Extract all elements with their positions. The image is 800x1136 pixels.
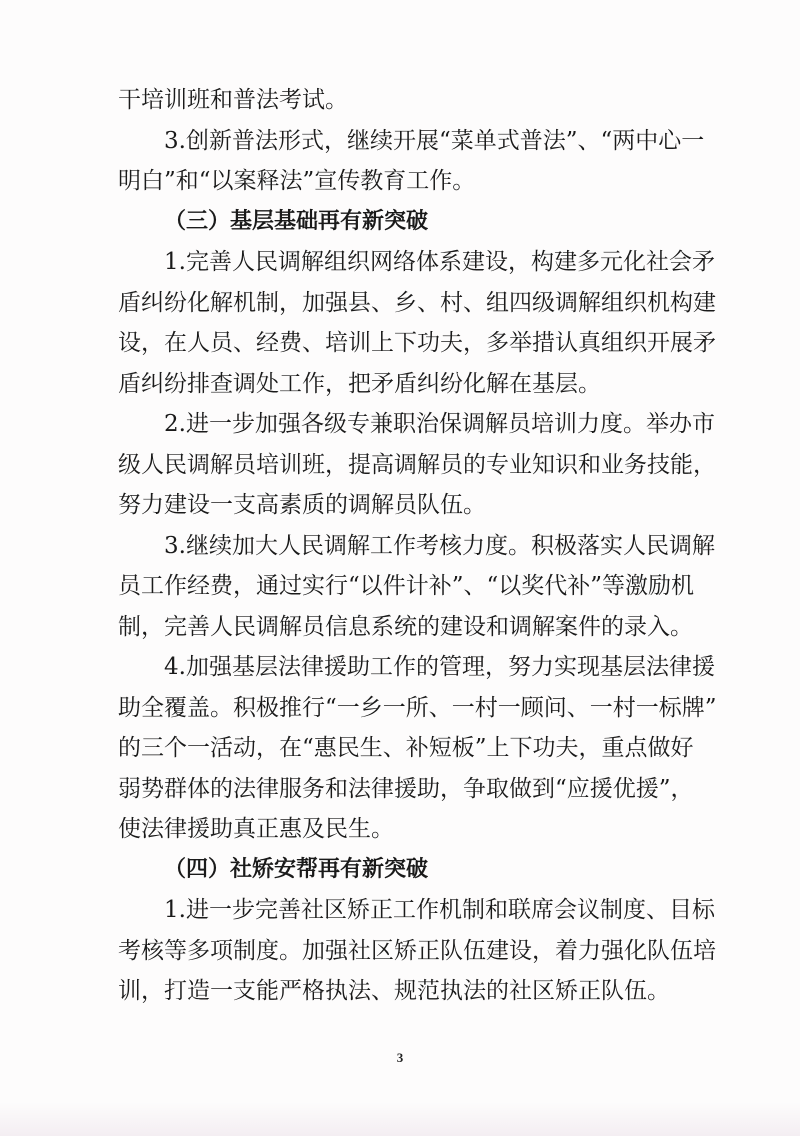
text-line: 的三个一活动，在“惠民生、补短板”上下功夫，重点做好 bbox=[118, 735, 694, 761]
text-line: 明白”和“以案释法”宣传教育工作。 bbox=[118, 168, 476, 194]
text-line: 级人民调解员培训班，提高调解员的专业知识和业务技能， bbox=[118, 451, 716, 478]
text-line: 使法律援助真正惠及民生。 bbox=[118, 816, 394, 842]
paragraph-start-line: 1.进一步完善社区矫正工作机制和联席会议制度、目标 bbox=[164, 897, 715, 923]
section-heading: （三）基层基础再有新突破 bbox=[164, 208, 429, 234]
paragraph-start-line: 3.创新普法形式，继续开展“菜单式普法”、“两中心一 bbox=[164, 127, 705, 154]
section-heading: （四）社矫安帮再有新突破 bbox=[164, 856, 429, 882]
paragraph-start-line: 3.继续加大人民调解工作考核力度。积极落实人民调解 bbox=[164, 532, 715, 559]
text-line: 员工作经费，通过实行“以件计补”、“以奖代补”等激励机 bbox=[118, 573, 695, 599]
text-line: 训，打造一支能严格执法、规范执法的社区矫正队伍。 bbox=[118, 978, 670, 1004]
paragraph-start-line: 2.进一步加强各级专兼职治保调解员培训力度。举办市 bbox=[164, 411, 715, 437]
document-body bbox=[118, 80, 717, 1012]
text-line: 盾纠纷排查调处工作，把矛盾纠纷化解在基层。 bbox=[118, 370, 601, 397]
text-line: 考核等多项制度。加强社区矫正队伍建设，着力强化队伍培 bbox=[118, 937, 716, 964]
text-line: 制，完善人民调解员信息系统的建设和调解案件的录入。 bbox=[118, 613, 693, 640]
text-line: 弱势群体的法律服务和法律援助，争取做到“应援优援”， bbox=[118, 775, 694, 802]
page-number: 3 bbox=[396, 1050, 404, 1065]
text-line: 干培训班和普法考试。 bbox=[118, 87, 348, 113]
text-line: 盾纠纷化解机制，加强县、乡、村、组四级调解组织机构建 bbox=[118, 289, 716, 316]
text-line: 设，在人员、经费、培训上下功夫，多举措认真组织开展矛 bbox=[118, 330, 716, 356]
text-line: 助全覆盖。积极推行“一乡一所、一村一顾问、一村一标牌” bbox=[118, 694, 717, 721]
paragraph-start-line: 4.加强基层法律援助工作的管理，努力实现基层法律援 bbox=[164, 654, 715, 680]
paragraph-start-line: 1.完善人民调解组织网络体系建设，构建多元化社会矛 bbox=[164, 249, 715, 275]
scan-edge-shadow bbox=[0, 1102, 800, 1136]
text-line: 努力建设一支高素质的调解员队伍。 bbox=[118, 492, 486, 518]
